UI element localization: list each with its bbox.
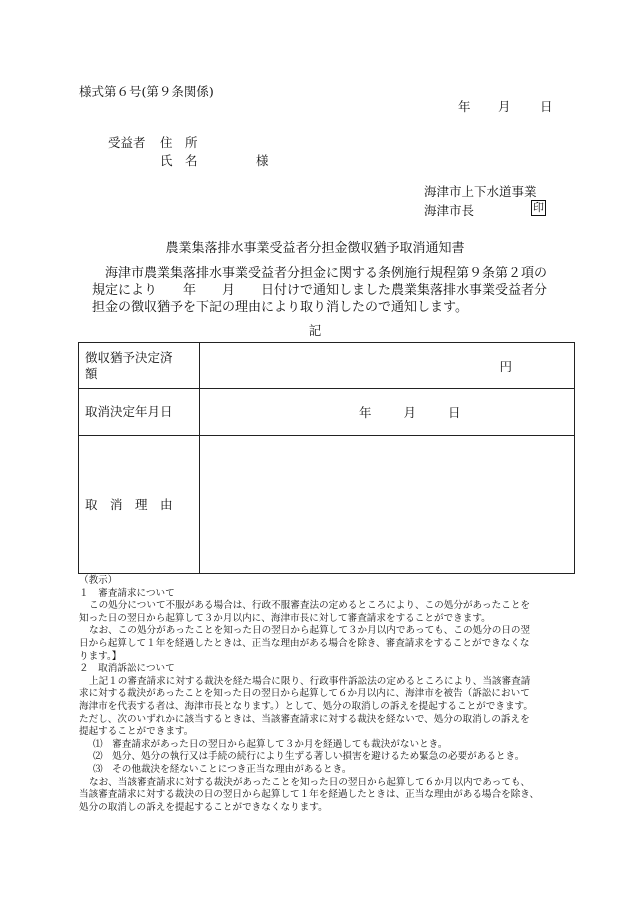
section-2-item: ⑴ 審査請求があった日の翌日から起算して３か月を経過しても裁決がないとき。 [93, 738, 448, 750]
cancellation-reason-value [200, 436, 575, 574]
instruction-notes [79, 575, 579, 814]
ki-label: 記 [308, 323, 322, 338]
section-2-text: ただし、次のいずれかに該当するときは、当該審査請求に対する裁決を経ないで、処分の取消しの訴えを [79, 713, 530, 725]
section-1-text: なお、この処分があったことを知った日の翌日から起算して３か月以内であっても、この処分の日の翌 [89, 625, 531, 637]
seal-mark: 印 [533, 201, 544, 214]
cancellation-reason-label: 取 消 理 由 [79, 436, 200, 574]
section-2-text: 当該審査請求に対する裁決の日の翌日から起算して１年を経過したときは、正当な理由がある場合を除き、 [79, 789, 540, 801]
honorific: 様 [256, 153, 269, 168]
section-1-text: 日から起算して１年を経過したときは、正当な理由がある場合を除き、審査請求をすることができなくな [79, 637, 530, 649]
section-2-text: 処分の取消しの訴えを提起することができなくなります。 [79, 801, 328, 813]
date-day-label: 日 [540, 99, 553, 114]
address-label: 住 所 [160, 135, 198, 150]
sender-organization: 海津市上下水道事業 [424, 184, 537, 199]
body-line-1: 海津市農業集落排水事業受益者分担金に関する条例施行規程第９条第２項の [105, 266, 548, 281]
section-2-item: ⑶ その他裁決を経ないことにつき正当な理由があるとき。 [93, 763, 352, 775]
cancellation-date-label: 取消決定年月日 [79, 389, 200, 436]
body-line-2: 規定により 年 月 日付けで通知しました農業集落排水事業受益者分 [92, 283, 548, 298]
name-label: 氏 名 [160, 153, 198, 168]
section-1-text: ります。】 [79, 650, 122, 662]
date-year-label: 年 [458, 99, 471, 114]
recipient-label: 受益者 [108, 135, 146, 150]
section-1-title: １ 審査請求について [79, 587, 175, 599]
section-2-text: 海津市を代表する者は、海津市長となります。）として、処分の取消しの訴えを提起することができます。 [79, 700, 533, 712]
table-row [79, 389, 575, 436]
cancel-day-label: 日 [448, 405, 461, 420]
section-2-text: 求に対する裁決があったことを知った日の翌日から起算して６か月以内に、海津市を被告（訴訟において [79, 688, 530, 700]
section-2-text: 上記１の審査請求に対する裁決を経た場合に限り、行政事件訴訟法の定めるところにより、当該審査請 [89, 675, 531, 687]
body-paragraph [79, 265, 559, 316]
cancellation-date-value [200, 389, 575, 436]
section-2-item: ⑵ 処分、処分の執行又は手続の続行により生ずる著しい損害を避けるため緊急の必要があるとき。 [93, 751, 525, 763]
postponed-amount-label-line-2: 額 [85, 365, 98, 381]
document-title: 農業集落排水事業受益者分担金徴収猶予取消通知書 [165, 241, 465, 256]
date-month-label: 月 [498, 99, 511, 114]
form-number: 様式第６号(第９条関係) [79, 84, 214, 99]
body-line-3: 担金の徴収猶予を下記の理由により取り消したので通知します。 [92, 300, 468, 315]
postponed-amount-label [79, 343, 200, 389]
table-row [79, 343, 575, 389]
postponed-amount-value [200, 343, 575, 389]
table-row [79, 436, 575, 574]
postponed-amount-label-line-1: 徴収猶予決定済 [85, 349, 173, 365]
sender-title: 海津市長 [424, 203, 475, 218]
section-2-title: ２ 取消訴訟について [79, 663, 175, 675]
section-1-text: 知った日の翌日から起算して３か月以内に、海津市長に対して審査請求をすることができます。 [79, 612, 491, 624]
notes-heading: （教示） [79, 575, 118, 586]
yen-unit: 円 [499, 358, 512, 374]
cancel-year-label: 年 [359, 405, 372, 420]
section-2-text: 提起することができます。 [79, 726, 194, 738]
section-1-text: この処分について不服がある場合は、行政不服審査法の定めるところにより、この処分があったことを [89, 600, 531, 612]
section-2-text: なお、当該審査請求に対する裁決があったことを知った日の翌日から起算して６か月以内であっても、 [89, 776, 531, 788]
details-table [78, 342, 575, 574]
cancel-month-label: 月 [403, 405, 417, 420]
